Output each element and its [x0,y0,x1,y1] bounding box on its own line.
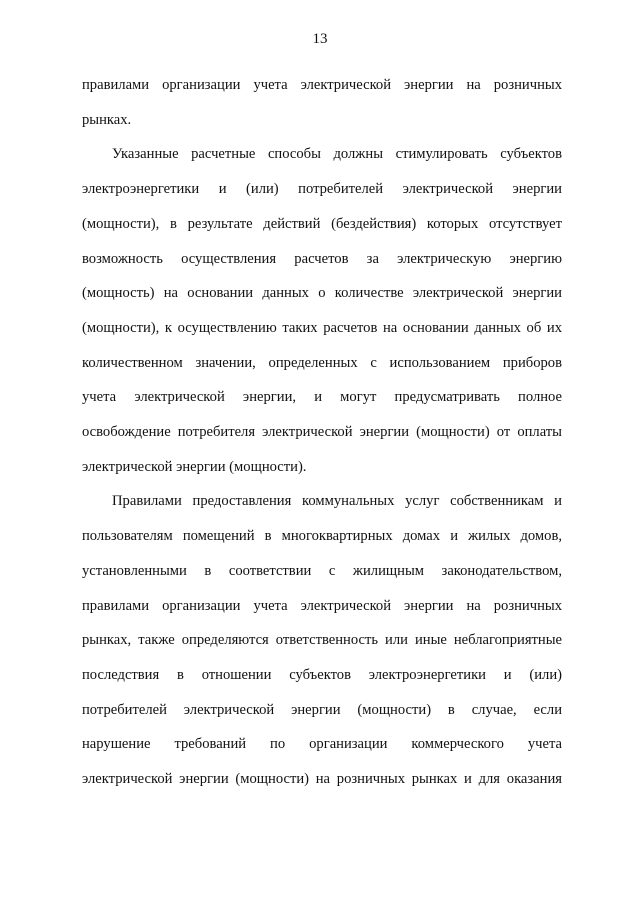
paragraph-line: правилами организации учета электрической энергии на розничных [82,77,562,93]
paragraph-line: пользователям помещений в многоквартирных домах и жилых домов, [82,528,562,545]
paragraph-line: электроэнергетики и (или) потребителей электрической энергии [82,181,562,198]
paragraph-line: Указанные расчетные способы должны стимулировать субъектов [112,146,562,163]
paragraph-line: возможность осуществления расчетов за электрическую энергию [82,250,562,267]
paragraph-line: (мощности), к осуществлению таких расчетов на основании данных об их [82,319,562,336]
paragraph-line: (мощности), в результате действий (бездействия) которых отсутствует [82,215,562,232]
paragraph-line: потребителей электрической энергии (мощности) в случае, если [82,701,562,718]
paragraph-line: рынках. [82,111,132,128]
paragraph-line: электрической энергии (мощности). [82,458,307,475]
paragraph-line: рынках, также определяются ответственность или иные неблагоприятные [82,632,562,649]
paragraph-line: (мощность) на основании данных о количестве электрической энергии [82,285,562,302]
paragraph-2 [82,137,562,484]
paragraph-line: правилами организации учета электрической энергии на розничных [82,597,562,614]
paragraph-line: электрической энергии (мощности) на розничных рынках и для оказания [82,771,562,788]
paragraph-line: количественном значении, определенных с использованием приборов [82,354,562,371]
document-body [82,68,562,797]
paragraph-line: учета электрической энергии, и могут предусматривать полное [82,389,562,406]
paragraph-1 [82,68,562,137]
paragraph-line: освобождение потребителя электрической энергии (мощности) от оплаты [82,424,562,441]
paragraph-line: установленными в соответствии с жилищным законодательством, [82,562,562,579]
paragraph-line: Правилами предоставления коммунальных услуг собственникам и [112,493,562,510]
paragraph-line: последствия в отношении субъектов электроэнергетики и (или) [82,666,562,683]
page-number: 13 [312,31,328,47]
paragraph-3 [82,484,562,796]
paragraph-line: нарушение требований по организации коммерческого учета [82,736,562,753]
